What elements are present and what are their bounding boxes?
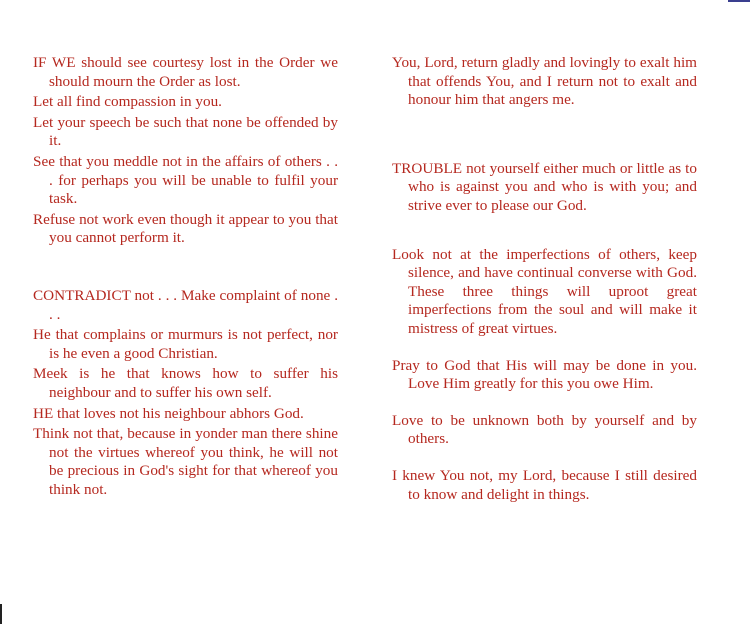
paragraph: TROUBLE not yourself either much or little as to who is against you and who is with you; and strive ever to please our God. xyxy=(392,159,697,214)
paragraph: Look not at the imperfections of others, keep silence, and have continual converse with God. These three things will uproot great imperfections from the soul and will make it mistress of great virtues. xyxy=(392,245,697,337)
paragraph: See that you meddle not in the affairs of others . . . for perhaps you will be unable to fulfil your task. xyxy=(33,152,338,208)
paragraph: I knew You not, my Lord, because I still desired to know and delight in things. xyxy=(392,466,697,503)
paragraph: Let your speech be such that none be offended by it. xyxy=(33,113,338,150)
paragraph: He that complains or murmurs is not perfect, nor is he even a good Christian. xyxy=(33,326,338,362)
left-column xyxy=(33,54,338,499)
paragraph: You, Lord, return gladly and lovingly to exalt him that offends You, and I return not to exalt and honour him that angers me. xyxy=(392,54,697,109)
left-edge-mark xyxy=(0,604,2,624)
paragraph: CONTRADICT not . . . Make complaint of none . . . xyxy=(33,286,338,323)
paragraph: IF WE should see courtesy lost in the Order we should mourn the Order as lost. xyxy=(33,54,338,90)
paragraph: Love to be unknown both by yourself and by others. xyxy=(392,411,697,448)
paragraph: Pray to God that His will may be done in you. Love Him greatly for this you owe Him. xyxy=(392,356,697,393)
top-edge-mark xyxy=(728,0,750,2)
paragraph: HE that loves not his neighbour abhors God. xyxy=(33,404,304,422)
paragraph: Refuse not work even though it appear to you that you cannot perform it. xyxy=(33,210,338,247)
paragraph: Think not that, because in yonder man there shine not the virtues whereof you think, he will not be precious in God's sight for that whereof you think not. xyxy=(33,425,338,498)
paragraph: Let all find compassion in you. xyxy=(33,93,222,111)
paragraph: Meek is he that knows how to suffer his neighbour and to suffer his own self. xyxy=(33,365,338,401)
right-column xyxy=(392,54,697,504)
